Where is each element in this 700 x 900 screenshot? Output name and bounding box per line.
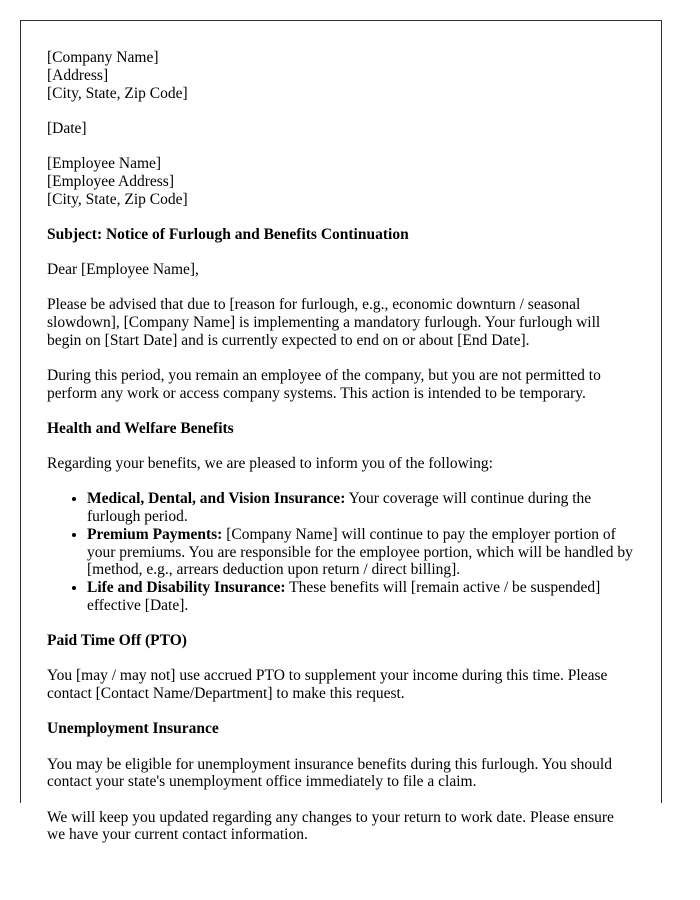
sender-city-state-zip: [City, State, Zip Code] (47, 84, 188, 102)
subject-line: Subject: Notice of Furlough and Benefits Continuation (47, 225, 409, 243)
bullet-life-disability (87, 579, 635, 615)
bullet-premium-payments (87, 526, 635, 579)
heading-health-welfare-benefits: Health and Welfare Benefits (47, 419, 234, 437)
paragraph-intro: Please be advised that due to [reason for furlough, e.g., economic downturn / seasonal slowdown], [Company Name] is implementing a mandatory furlough. Your furlough will begin on [Start Date] and is currently expected to end on or about [End Date]. (47, 296, 601, 349)
bullet-text: Your coverage will continue during the furlough period. (87, 490, 592, 526)
bullet-text: These benefits will [remain active / be suspended] effective [Date]. (87, 579, 601, 615)
bullet-label: Medical, Dental, and Vision Insurance: (87, 490, 346, 508)
benefits-bullet-list (47, 490, 635, 615)
bullet-label: Life and Disability Insurance: (87, 579, 286, 597)
sender-company: [Company Name] (47, 49, 159, 66)
sender-address: [Address] (47, 66, 109, 84)
recipient-address: [Employee Address] (47, 172, 174, 190)
salutation: Dear [Employee Name], (47, 260, 199, 278)
sender-address-block (47, 49, 635, 102)
heading-unemployment-insurance: Unemployment Insurance (47, 720, 219, 738)
letter-date: [Date] (47, 119, 87, 137)
paragraph-benefits-intro: Regarding your benefits, we are pleased to inform you of the following: (47, 455, 493, 473)
paragraph-status: During this period, you remain an employee of the company, but you are not permitted to perform any work or access company systems. This action is intended to be temporary. (47, 366, 601, 402)
bullet-label: Premium Payments: (87, 525, 223, 543)
bullet-medical-dental-vision (87, 490, 635, 526)
bullet-text: [Company Name] will continue to pay the employer portion of your premiums. You are responsible for the employee portion, which will be handled by [method, e.g., arrears deduction upon return / direct billing]. (87, 525, 633, 579)
letter-page (20, 20, 662, 844)
recipient-city-state-zip: [City, State, Zip Code] (47, 190, 188, 208)
paragraph-pto: You [may / may not] use accrued PTO to supplement your income during this time. Please contact [Contact Name/Department] to make this request. (47, 667, 608, 703)
recipient-address-block (47, 155, 635, 208)
recipient-name: [Employee Name] (47, 154, 162, 172)
heading-paid-time-off: Paid Time Off (PTO) (47, 632, 187, 650)
paragraph-unemployment: You may be eligible for unemployment insurance benefits during this furlough. You should contact your state's unemployment office immediately to file a claim. (47, 755, 612, 791)
paragraph-followup-clipped: We will keep you updated regarding any changes to your return to work date. Please ensure we have your current contact information. (47, 808, 614, 844)
